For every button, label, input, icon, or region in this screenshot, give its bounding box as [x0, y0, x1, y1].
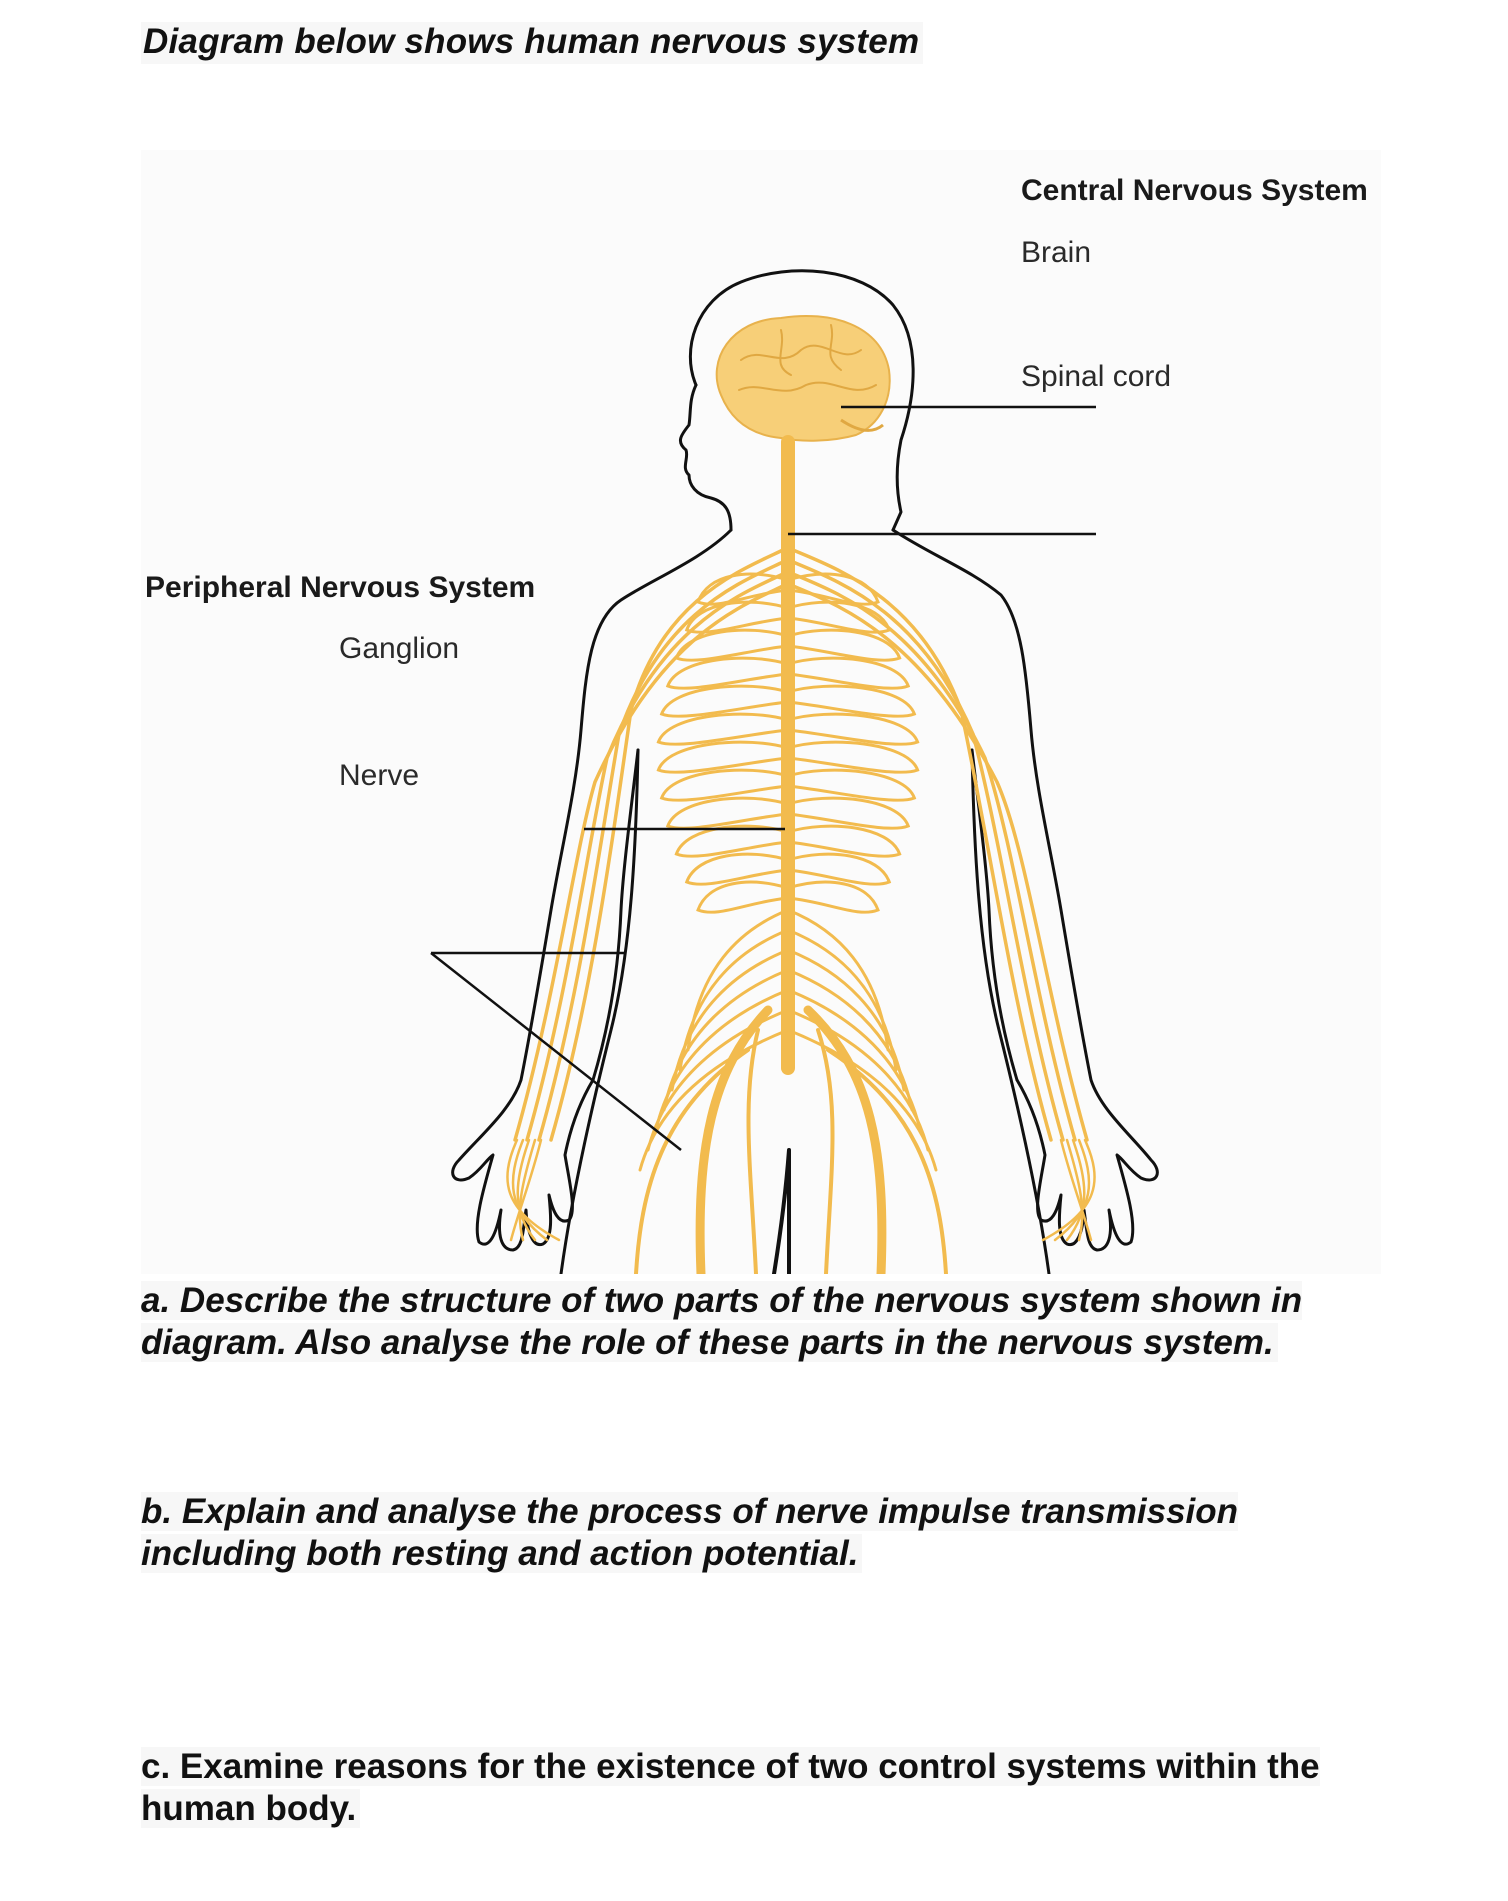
face-profile	[680, 385, 731, 530]
intercostal-nerve-left	[687, 602, 788, 632]
question-c	[141, 1746, 1381, 1830]
question-a	[141, 1280, 1381, 1364]
spinal-cord-shape	[781, 435, 795, 1075]
intercostal-nerve-right	[788, 882, 878, 912]
groin-line	[774, 1150, 789, 1274]
brain-shape	[717, 316, 890, 441]
central-nervous-system-title: Central Nervous System	[1021, 174, 1368, 207]
intercostal-nerve-left	[668, 798, 788, 828]
intercostal-nerve-right	[788, 658, 908, 688]
intercostal-nerve-right	[788, 742, 918, 772]
intercostal-nerve-right	[788, 714, 918, 744]
intercostal-nerve-left	[676, 826, 788, 856]
nervous-system-diagram	[141, 150, 1381, 1274]
intercostal-nerve-left	[668, 658, 788, 688]
intercostal-nerve-left	[658, 742, 788, 772]
outer-leg-nerve-left	[636, 1050, 748, 1274]
peripheral-nervous-system-title: Peripheral Nervous System	[145, 571, 536, 604]
lumbar-nerve-left	[664, 970, 788, 1110]
intercostal-nerve-left	[687, 854, 788, 884]
spinal-cord-label: Spinal cord	[1021, 360, 1172, 393]
intercostal-nerve-left	[676, 630, 788, 660]
brain-label: Brain	[1021, 236, 1092, 269]
intercostal-nerve-right	[788, 854, 889, 884]
sciatic-nerve-right	[808, 1010, 882, 1274]
intercostal-nerve-right	[788, 770, 914, 800]
peripheral-nerves	[507, 550, 1094, 1274]
leg-nerve-left	[748, 1030, 758, 1274]
intercostal-nerve-right	[788, 798, 908, 828]
sciatic-nerve-left	[700, 1010, 768, 1274]
question-c-text: c. Examine reasons for the existence of two control systems within the human body.	[141, 1747, 1320, 1828]
ganglion-label: Ganglion	[339, 632, 460, 665]
outer-leg-nerve-right	[828, 1050, 946, 1274]
intercostal-nerve-right	[788, 686, 914, 716]
intercostal-nerve-left	[662, 770, 788, 800]
human-body-illustration	[141, 150, 1381, 1274]
lumbar-nerve-right	[788, 970, 912, 1110]
intercostal-nerve-right	[788, 826, 900, 856]
nerve-label: Nerve	[339, 759, 420, 792]
question-b-text: b. Explain and analyse the process of nerve impulse transmission including both resting and action potential.	[141, 1492, 1239, 1573]
leg-nerve-right	[818, 1030, 833, 1274]
intercostal-nerve-left	[698, 882, 788, 912]
worksheet-heading: Diagram below shows human nervous system	[141, 22, 923, 64]
question-b	[141, 1491, 1271, 1575]
intercostal-nerve-left	[662, 686, 788, 716]
question-a-text: a. Describe the structure of two parts of the nervous system shown in diagram. Also analyse the role of these parts in the nervous system.	[141, 1281, 1303, 1362]
intercostal-nerve-left	[658, 714, 788, 744]
